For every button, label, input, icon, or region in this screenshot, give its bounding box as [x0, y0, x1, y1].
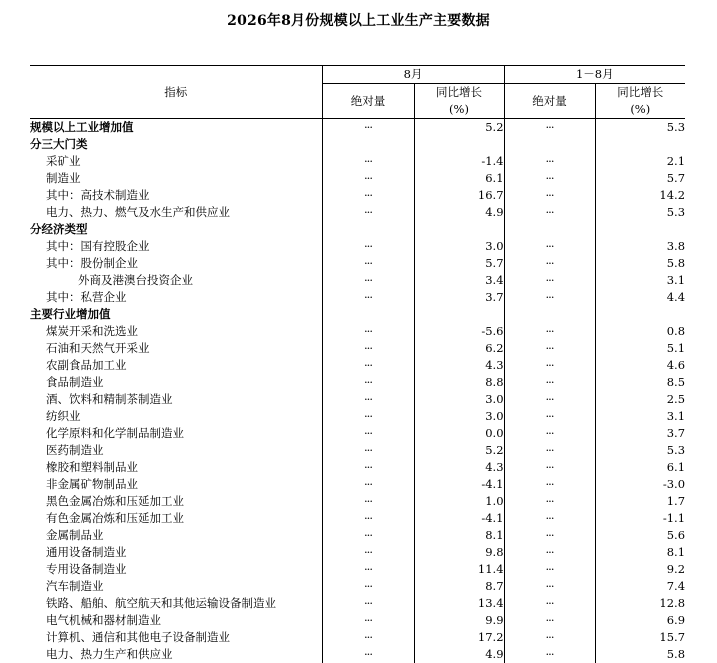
cumulative-absolute-cell: ···	[504, 340, 595, 357]
cumulative-yoy-cell: 5.8	[595, 646, 685, 663]
table-row	[30, 646, 685, 663]
row-label: 化学原料和化学制品制造业	[30, 425, 322, 442]
cumulative-yoy-cell	[595, 136, 685, 153]
month-absolute-cell: ···	[322, 272, 414, 289]
page-title: 2026年8月份规模以上工业生产主要数据	[0, 10, 717, 30]
month-yoy-cell: 3.0	[414, 391, 504, 408]
cumulative-yoy-cell	[595, 306, 685, 323]
row-label: 主要行业增加值	[30, 306, 322, 323]
cumulative-absolute-cell: ···	[504, 493, 595, 510]
month-absolute-cell: ···	[322, 238, 414, 255]
cumulative-absolute-cell: ···	[504, 255, 595, 272]
month-absolute-cell: ···	[322, 323, 414, 340]
row-label: 采矿业	[30, 153, 322, 170]
row-label: 外商及港澳台投资企业	[30, 272, 322, 289]
month-absolute-cell: ···	[322, 408, 414, 425]
table-row	[30, 442, 685, 459]
row-label: 汽车制造业	[30, 578, 322, 595]
month-yoy-cell: 5.2	[414, 119, 504, 137]
row-label: 其中：国有控股企业	[30, 238, 322, 255]
table-row	[30, 204, 685, 221]
table-row	[30, 238, 685, 255]
row-label: 橡胶和塑料制品业	[30, 459, 322, 476]
table-body	[30, 119, 685, 663]
month-absolute-cell	[322, 221, 414, 238]
month-yoy-cell: 5.2	[414, 442, 504, 459]
industrial-data-table	[30, 65, 685, 663]
row-label: 通用设备制造业	[30, 544, 322, 561]
month-absolute-cell: ···	[322, 425, 414, 442]
cumulative-yoy-cell: 4.6	[595, 357, 685, 374]
cumulative-yoy-cell: 14.2	[595, 187, 685, 204]
month-absolute-cell: ···	[322, 119, 414, 137]
cumulative-absolute-cell: ···	[504, 578, 595, 595]
row-label: 电力、热力、燃气及水生产和供应业	[30, 204, 322, 221]
cumulative-absolute-cell: ···	[504, 187, 595, 204]
row-label: 铁路、船舶、航空航天和其他运输设备制造业	[30, 595, 322, 612]
table-row	[30, 510, 685, 527]
month-absolute-cell: ···	[322, 493, 414, 510]
cumulative-yoy-cell: 5.3	[595, 442, 685, 459]
table-row	[30, 578, 685, 595]
cumulative-yoy-cell: 8.5	[595, 374, 685, 391]
table-row	[30, 476, 685, 493]
header-month-yoy: 同比增长 (%)	[414, 84, 504, 119]
month-yoy-cell: 16.7	[414, 187, 504, 204]
row-label: 纺织业	[30, 408, 322, 425]
table-row	[30, 340, 685, 357]
cumulative-absolute-cell: ···	[504, 612, 595, 629]
month-absolute-cell: ···	[322, 442, 414, 459]
month-yoy-cell: 9.8	[414, 544, 504, 561]
month-yoy-cell: 4.9	[414, 204, 504, 221]
month-absolute-cell: ···	[322, 510, 414, 527]
header-cumulative-absolute: 绝对量	[504, 84, 595, 119]
row-label: 分经济类型	[30, 221, 322, 238]
cumulative-yoy-cell: 6.9	[595, 612, 685, 629]
table-row	[30, 629, 685, 646]
cumulative-absolute-cell: ···	[504, 119, 595, 137]
cumulative-absolute-cell: ···	[504, 204, 595, 221]
table-row	[30, 527, 685, 544]
month-yoy-cell: 8.1	[414, 527, 504, 544]
cumulative-yoy-cell: 2.5	[595, 391, 685, 408]
cumulative-yoy-cell: 3.1	[595, 408, 685, 425]
month-absolute-cell: ···	[322, 391, 414, 408]
table-row	[30, 272, 685, 289]
cumulative-yoy-cell: 7.4	[595, 578, 685, 595]
row-label: 酒、饮料和精制茶制造业	[30, 391, 322, 408]
month-absolute-cell: ···	[322, 153, 414, 170]
cumulative-absolute-cell: ···	[504, 323, 595, 340]
cumulative-yoy-cell: 6.1	[595, 459, 685, 476]
cumulative-yoy-cell: 5.3	[595, 204, 685, 221]
cumulative-absolute-cell	[504, 136, 595, 153]
cumulative-yoy-cell: 3.7	[595, 425, 685, 442]
cumulative-yoy-cell: 0.8	[595, 323, 685, 340]
cumulative-absolute-cell: ···	[504, 527, 595, 544]
cumulative-yoy-cell: 5.3	[595, 119, 685, 137]
cumulative-absolute-cell: ···	[504, 459, 595, 476]
cumulative-yoy-cell: 2.1	[595, 153, 685, 170]
row-label: 其中：股份制企业	[30, 255, 322, 272]
month-absolute-cell: ···	[322, 527, 414, 544]
month-absolute-cell: ···	[322, 646, 414, 663]
cumulative-yoy-cell: 5.8	[595, 255, 685, 272]
table-row	[30, 221, 685, 238]
month-absolute-cell: ···	[322, 204, 414, 221]
month-absolute-cell	[322, 136, 414, 153]
row-label: 其中：私营企业	[30, 289, 322, 306]
month-yoy-cell: 4.9	[414, 646, 504, 663]
cumulative-yoy-cell: 12.8	[595, 595, 685, 612]
month-absolute-cell: ···	[322, 578, 414, 595]
row-label: 石油和天然气开采业	[30, 340, 322, 357]
month-absolute-cell: ···	[322, 187, 414, 204]
row-label: 非金属矿物制品业	[30, 476, 322, 493]
table-row	[30, 561, 685, 578]
header-group-month: 8月	[322, 66, 504, 84]
month-yoy-cell: 6.2	[414, 340, 504, 357]
month-yoy-cell: 3.4	[414, 272, 504, 289]
row-label: 制造业	[30, 170, 322, 187]
cumulative-absolute-cell: ···	[504, 510, 595, 527]
table-row	[30, 119, 685, 137]
cumulative-absolute-cell: ···	[504, 476, 595, 493]
month-absolute-cell: ···	[322, 357, 414, 374]
cumulative-absolute-cell: ···	[504, 646, 595, 663]
month-yoy-cell: 3.7	[414, 289, 504, 306]
month-yoy-cell: 6.1	[414, 170, 504, 187]
month-yoy-cell: -5.6	[414, 323, 504, 340]
table-row	[30, 170, 685, 187]
table-row	[30, 459, 685, 476]
month-absolute-cell: ···	[322, 374, 414, 391]
cumulative-yoy-cell: 3.8	[595, 238, 685, 255]
header-cumulative-yoy: 同比增长 (%)	[595, 84, 685, 119]
row-label: 有色金属冶炼和压延加工业	[30, 510, 322, 527]
cumulative-absolute-cell: ···	[504, 374, 595, 391]
cumulative-absolute-cell	[504, 221, 595, 238]
cumulative-absolute-cell: ···	[504, 357, 595, 374]
table-row	[30, 408, 685, 425]
table-row	[30, 323, 685, 340]
row-label: 专用设备制造业	[30, 561, 322, 578]
table-row	[30, 493, 685, 510]
table-row	[30, 136, 685, 153]
month-yoy-cell: 3.0	[414, 408, 504, 425]
month-yoy-cell: 1.0	[414, 493, 504, 510]
row-label: 其中：高技术制造业	[30, 187, 322, 204]
month-yoy-cell	[414, 306, 504, 323]
table-row	[30, 187, 685, 204]
month-absolute-cell: ···	[322, 255, 414, 272]
cumulative-absolute-cell: ···	[504, 238, 595, 255]
cumulative-absolute-cell: ···	[504, 595, 595, 612]
month-absolute-cell: ···	[322, 595, 414, 612]
cumulative-yoy-cell: 5.6	[595, 527, 685, 544]
cumulative-absolute-cell: ···	[504, 442, 595, 459]
month-yoy-cell: 0.0	[414, 425, 504, 442]
row-label: 黑色金属冶炼和压延加工业	[30, 493, 322, 510]
month-absolute-cell	[322, 306, 414, 323]
row-label: 电气机械和器材制造业	[30, 612, 322, 629]
month-yoy-cell: 9.9	[414, 612, 504, 629]
cumulative-absolute-cell: ···	[504, 561, 595, 578]
row-label: 分三大门类	[30, 136, 322, 153]
row-label: 规模以上工业增加值	[30, 119, 322, 137]
cumulative-absolute-cell: ···	[504, 170, 595, 187]
cumulative-absolute-cell: ···	[504, 391, 595, 408]
month-absolute-cell: ···	[322, 289, 414, 306]
month-yoy-cell: -1.4	[414, 153, 504, 170]
table-row	[30, 544, 685, 561]
header-group-cumulative: 1－8月	[504, 66, 685, 84]
row-label: 食品制造业	[30, 374, 322, 391]
cumulative-yoy-cell: 4.4	[595, 289, 685, 306]
month-yoy-cell: 4.3	[414, 459, 504, 476]
month-yoy-cell: 3.0	[414, 238, 504, 255]
row-label: 计算机、通信和其他电子设备制造业	[30, 629, 322, 646]
table-row	[30, 306, 685, 323]
header-indicator: 指标	[30, 66, 322, 119]
cumulative-yoy-cell: 3.1	[595, 272, 685, 289]
cumulative-absolute-cell: ···	[504, 629, 595, 646]
cumulative-absolute-cell: ···	[504, 272, 595, 289]
month-yoy-cell: 11.4	[414, 561, 504, 578]
header-month-absolute: 绝对量	[322, 84, 414, 119]
month-absolute-cell: ···	[322, 561, 414, 578]
cumulative-absolute-cell: ···	[504, 544, 595, 561]
month-yoy-cell	[414, 136, 504, 153]
month-yoy-cell	[414, 221, 504, 238]
table-row	[30, 612, 685, 629]
month-absolute-cell: ···	[322, 340, 414, 357]
month-absolute-cell: ···	[322, 629, 414, 646]
cumulative-absolute-cell: ···	[504, 289, 595, 306]
month-absolute-cell: ···	[322, 459, 414, 476]
row-label: 电力、热力生产和供应业	[30, 646, 322, 663]
table-row	[30, 425, 685, 442]
month-yoy-cell: 8.8	[414, 374, 504, 391]
month-yoy-cell: 13.4	[414, 595, 504, 612]
table-row	[30, 374, 685, 391]
cumulative-yoy-cell: 9.2	[595, 561, 685, 578]
month-absolute-cell: ···	[322, 170, 414, 187]
month-absolute-cell: ···	[322, 612, 414, 629]
row-label: 农副食品加工业	[30, 357, 322, 374]
cumulative-yoy-cell: -1.1	[595, 510, 685, 527]
month-yoy-cell: 8.7	[414, 578, 504, 595]
month-yoy-cell: 17.2	[414, 629, 504, 646]
table-row	[30, 153, 685, 170]
cumulative-absolute-cell: ···	[504, 408, 595, 425]
cumulative-yoy-cell: 15.7	[595, 629, 685, 646]
table-row	[30, 391, 685, 408]
month-yoy-cell: -4.1	[414, 510, 504, 527]
cumulative-yoy-cell: 8.1	[595, 544, 685, 561]
cumulative-yoy-cell: 1.7	[595, 493, 685, 510]
cumulative-yoy-cell: 5.1	[595, 340, 685, 357]
cumulative-absolute-cell: ···	[504, 153, 595, 170]
cumulative-yoy-cell: 5.7	[595, 170, 685, 187]
month-yoy-cell: 5.7	[414, 255, 504, 272]
month-yoy-cell: 4.3	[414, 357, 504, 374]
month-yoy-cell: -4.1	[414, 476, 504, 493]
table-row	[30, 289, 685, 306]
month-absolute-cell: ···	[322, 544, 414, 561]
table-row	[30, 255, 685, 272]
cumulative-absolute-cell: ···	[504, 425, 595, 442]
month-absolute-cell: ···	[322, 476, 414, 493]
cumulative-yoy-cell	[595, 221, 685, 238]
cumulative-absolute-cell	[504, 306, 595, 323]
row-label: 金属制品业	[30, 527, 322, 544]
row-label: 医药制造业	[30, 442, 322, 459]
cumulative-yoy-cell: -3.0	[595, 476, 685, 493]
row-label: 煤炭开采和洗选业	[30, 323, 322, 340]
table-row	[30, 595, 685, 612]
table-row	[30, 357, 685, 374]
